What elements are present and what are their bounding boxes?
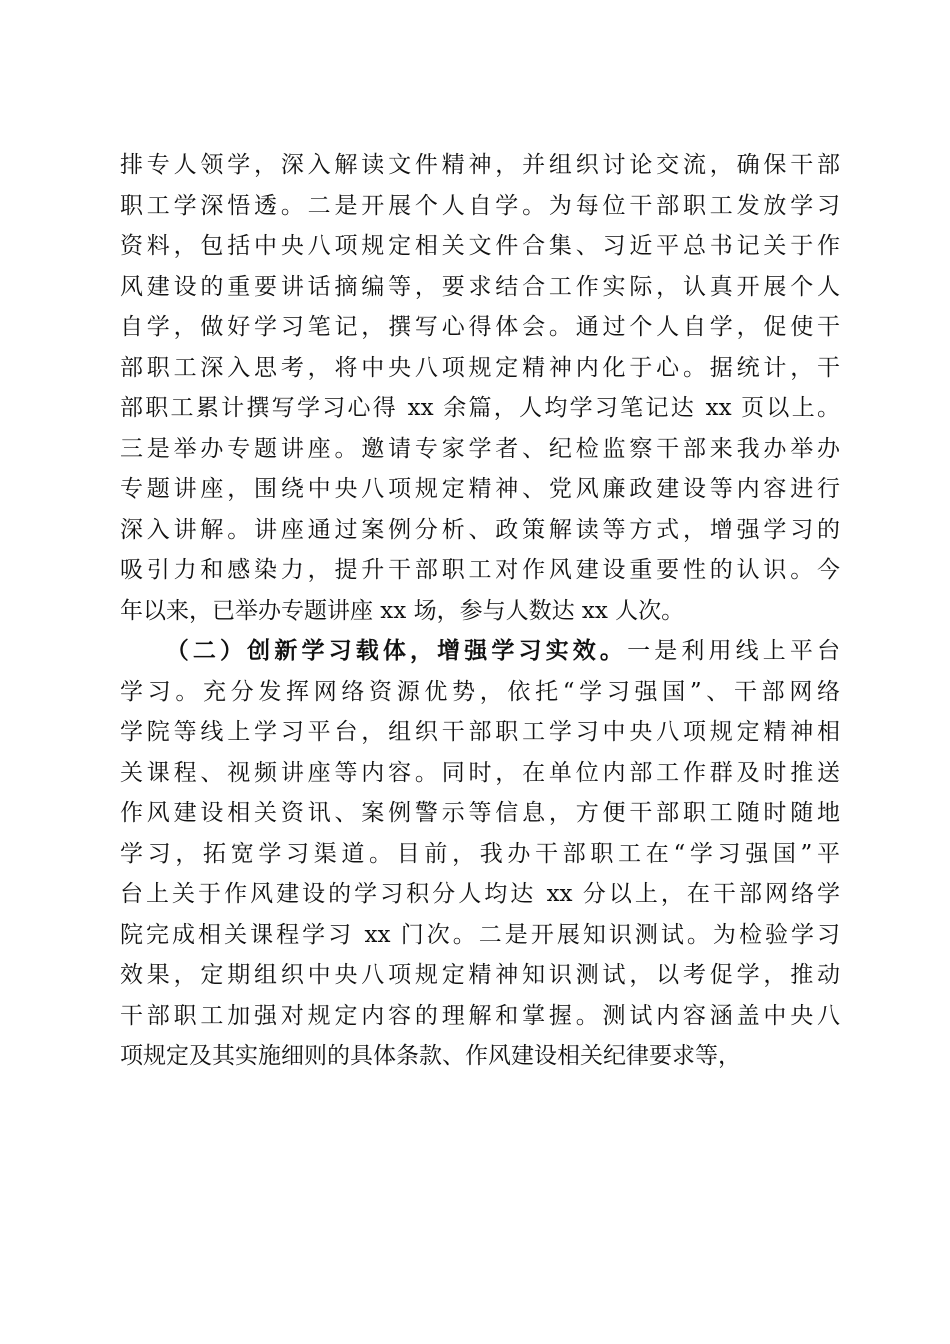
text-line: 自学，做好学习笔记，撰写心得体会。通过个人自学，促使干 bbox=[120, 314, 840, 340]
text-line: 台上关于作风建设的学习积分人均达 xx 分以上，在干部网络学 bbox=[120, 881, 840, 907]
section-heading-line bbox=[120, 631, 840, 672]
text-line: 深入讲解。讲座通过案例分析、政策解读等方式，增强学习的 bbox=[120, 516, 840, 543]
text-line: 资料，包括中央八项规定相关文件合集、习近平总书记关于作 bbox=[120, 233, 840, 259]
text-line: 干部职工加强对规定内容的理解和掌握。测试内容涵盖中央八 bbox=[120, 1002, 840, 1029]
text-line: 效果，定期组织中央八项规定精神知识测试，以考促学，推动 bbox=[120, 962, 840, 988]
text-line: 学习，拓宽学习渠道。目前，我办干部职工在“学习强国”平 bbox=[120, 840, 840, 867]
body-text bbox=[120, 145, 840, 1077]
text-line: 风建设的重要讲话摘编等，要求结合工作实际，认真开展个人 bbox=[120, 273, 840, 300]
text-line: 专题讲座，围绕中央八项规定精神、党风廉政建设等内容进行 bbox=[120, 476, 840, 502]
text-line: 学习。充分发挥网络资源优势，依托“学习强国”、干部网络 bbox=[120, 678, 840, 705]
text-line: 吸引力和感染力，提升干部职工对作风建设重要性的认识。今 bbox=[120, 557, 840, 583]
text-line: 院完成相关课程学习 xx 门次。二是开展知识测试。为检验学习 bbox=[120, 921, 840, 948]
text-line: 部职工累计撰写学习心得 xx 余篇，人均学习笔记达 xx 页以上。 bbox=[120, 395, 840, 421]
text-line: 职工学深悟透。二是开展个人自学。为每位干部职工发放学习 bbox=[120, 192, 840, 219]
text-line: 排专人领学，深入解读文件精神，并组织讨论交流，确保干部 bbox=[120, 152, 840, 178]
text-line: 年以来，已举办专题讲座 xx 场，参与人数达 xx 人次。 bbox=[120, 597, 685, 624]
text-line: 学院等线上学习平台，组织干部职工学习中央八项规定精神相 bbox=[120, 719, 840, 745]
text-line: 项规定及其实施细则的具体条款、作风建设相关纪律要求等， bbox=[120, 1043, 741, 1069]
text-line: 作风建设相关资讯、案例警示等信息，方便干部职工随时随地 bbox=[120, 800, 840, 826]
text-line: 关课程、视频讲座等内容。同时，在单位内部工作群及时推送 bbox=[120, 759, 840, 786]
section-heading-rest: 一是利用线上平台 bbox=[627, 638, 841, 664]
text-line: 部职工深入思考，将中央八项规定精神内化于心。据统计，干 bbox=[120, 354, 840, 381]
section-heading: （二）创新学习载体，增强学习实效。 bbox=[165, 637, 628, 664]
text-line: 三是举办专题讲座。邀请专家学者、纪检监察干部来我办举办 bbox=[120, 435, 840, 462]
